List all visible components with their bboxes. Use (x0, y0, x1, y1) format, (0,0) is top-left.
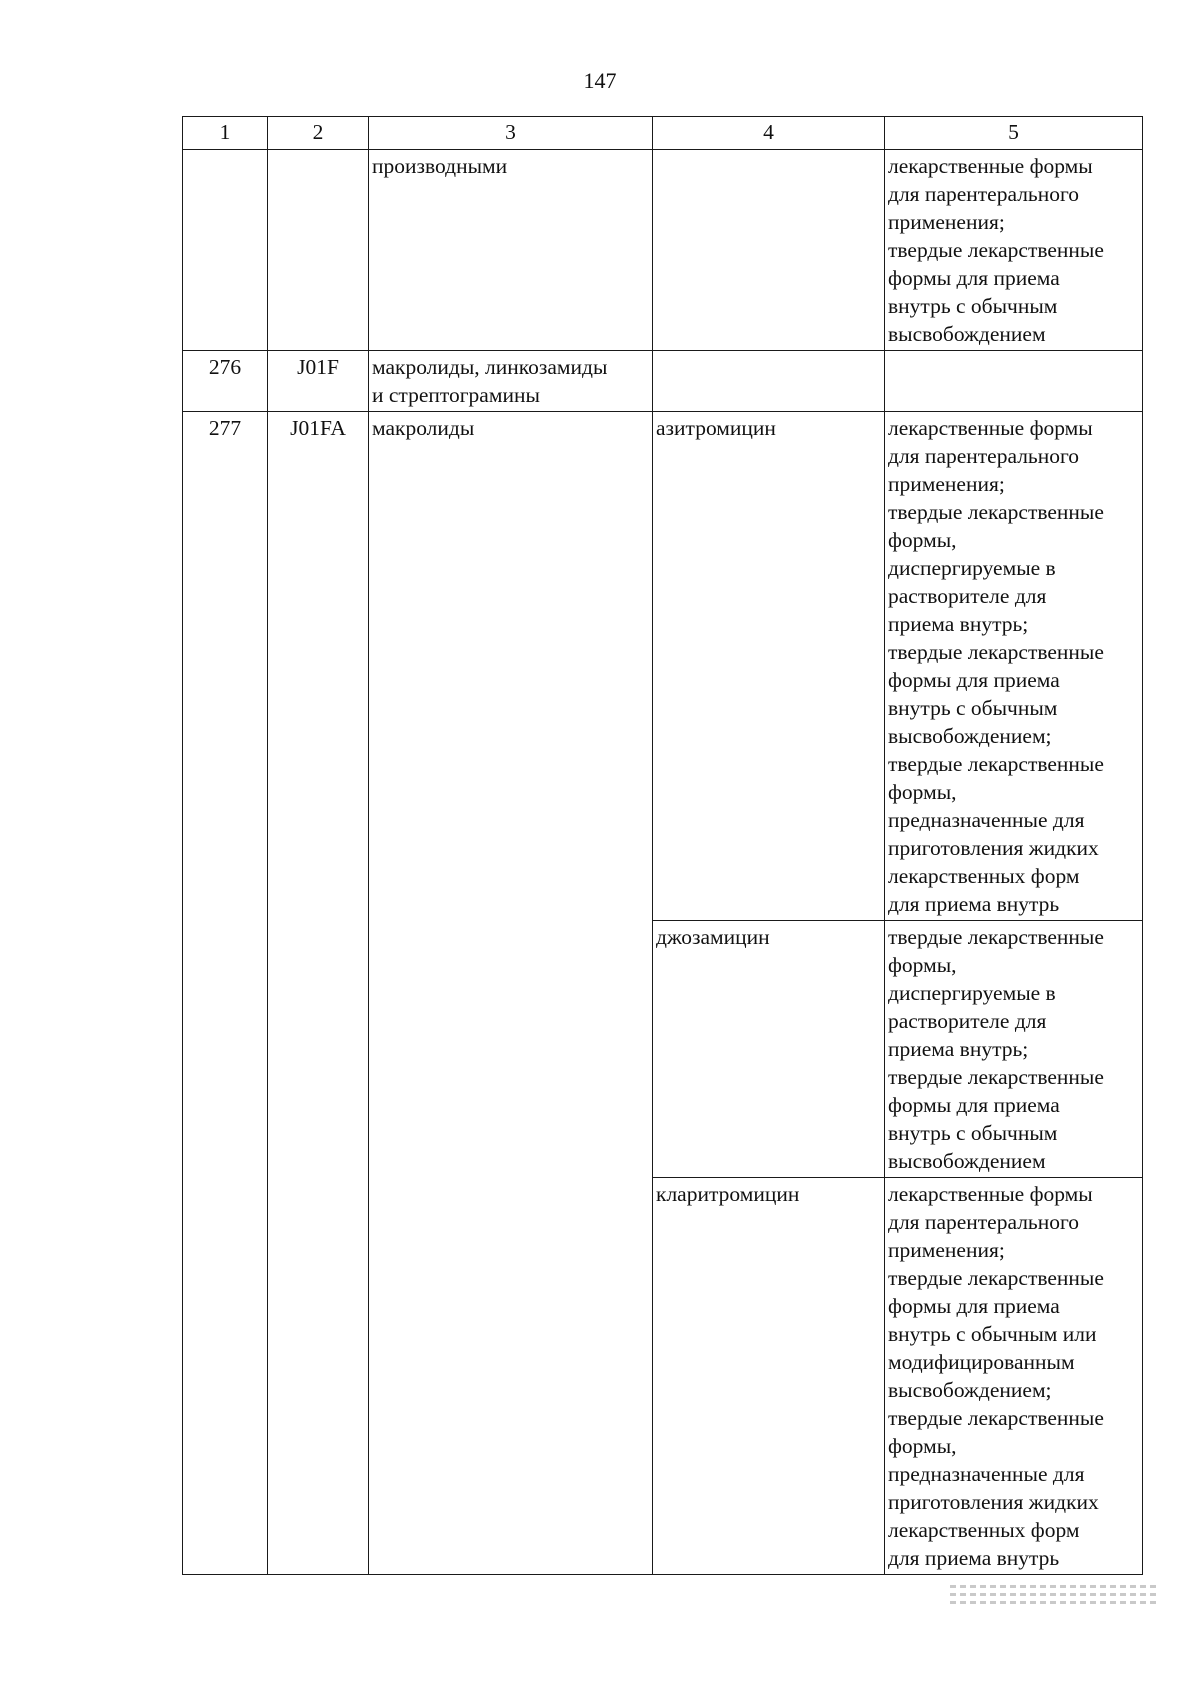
dosage-forms-cell (885, 412, 1143, 921)
drug-name-cell (653, 351, 885, 412)
row-number-cell (183, 150, 268, 351)
dosage-forms-text: лекарственные формы для парентерального применения; твердые лекарственные формы для приема внутрь с обычным или модифицированным высвобождением; твердые лекарственные формы, предназначенные для приготовления жидких лекарственных форм для приема внутрь (888, 1182, 1104, 1570)
drug-name-cell (653, 1178, 885, 1575)
drug-name-cell (653, 921, 885, 1178)
dosage-forms-text: лекарственные формы для парентерального применения; твердые лекарственные формы для приема внутрь с обычным высвобождением (888, 154, 1104, 346)
column-header-3: 3 (369, 117, 653, 150)
drug-name: азитромицин (656, 416, 776, 440)
dosage-forms-cell (885, 351, 1143, 412)
page-number: 147 (583, 68, 617, 93)
atc-code-cell (268, 351, 369, 412)
dosage-forms-text: твердые лекарственные формы, диспергируемые в растворителе для приема внутрь; твердые лекарственные формы для приема внутрь с обычным высвобождением (888, 925, 1104, 1173)
table-row (183, 351, 1143, 412)
drug-name-cell (653, 150, 885, 351)
faint-stamp-mark (950, 1580, 1160, 1616)
atc-code: J01F (297, 355, 339, 379)
dosage-forms-text: лекарственные формы для парентерального применения; твердые лекарственные формы, диспергируемые в растворителе для приема внутрь; твердые лекарственные формы для приема внутрь с обычным высвобождением; твердые лекарственные формы, предназначенные для приготовления жидких лекарственных форм для приема внутрь (888, 416, 1104, 916)
column-header-4: 4 (653, 117, 885, 150)
dosage-forms-cell (885, 921, 1143, 1178)
group-name-text: производными (372, 154, 508, 178)
row-number-cell (183, 351, 268, 412)
column-header-5: 5 (885, 117, 1143, 150)
row-number-cell (183, 412, 268, 1575)
atc-code: J01FA (290, 416, 346, 440)
atc-code-cell (268, 150, 369, 351)
group-name-cell (369, 150, 653, 351)
group-name-cell (369, 351, 653, 412)
drug-name-cell (653, 412, 885, 921)
dosage-forms-cell (885, 150, 1143, 351)
row-number: 276 (208, 355, 242, 379)
table-header-row (183, 117, 1143, 150)
table-row (183, 412, 1143, 921)
column-header-1: 1 (183, 117, 268, 150)
drug-name: джозамицин (656, 925, 770, 949)
atc-code-cell (268, 412, 369, 1575)
group-name-cell (369, 412, 653, 1575)
column-header-2: 2 (268, 117, 369, 150)
dosage-forms-cell (885, 1178, 1143, 1575)
table-row (183, 150, 1143, 351)
drug-classification-table (182, 116, 1143, 1575)
row-number: 277 (208, 416, 242, 440)
group-name-text: макролиды (372, 416, 475, 440)
group-name-text: макролиды, линкозамиды и стрептограмины (372, 355, 608, 407)
drug-name: кларитромицин (656, 1182, 800, 1206)
